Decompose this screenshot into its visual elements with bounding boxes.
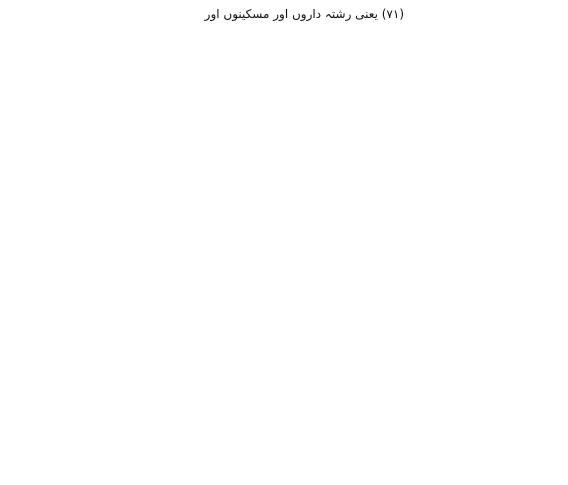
- text-line-24: [14, 411, 554, 429]
- text-line-20: [14, 340, 554, 358]
- text-block: [14, 6, 554, 463]
- text-line-12: [14, 200, 554, 218]
- text-line-17: [14, 288, 554, 306]
- text-line-25: [14, 428, 554, 446]
- text-line-1: (٧١) یعنی رشتہ داروں اور مسکینوں اور: [204, 7, 404, 21]
- text-line-18: [14, 305, 554, 323]
- text-line-9: [14, 147, 554, 165]
- text-line-16: [14, 270, 554, 288]
- text-line-3: [14, 41, 554, 59]
- text-line-26: [14, 446, 554, 464]
- text-line-22: [14, 375, 554, 393]
- urdu-commentary-page: [14, 6, 554, 478]
- text-line-2: [14, 24, 554, 42]
- text-line-14: [14, 235, 554, 253]
- text-line-6: [14, 94, 554, 112]
- text-line-10: [14, 164, 554, 182]
- text-line-15: [14, 252, 554, 270]
- text-line-7: [14, 112, 554, 130]
- text-line-4: [14, 59, 554, 77]
- text-line-19: [14, 323, 554, 341]
- text-line-23: [14, 393, 554, 411]
- text-line-13: [14, 217, 554, 235]
- text-line-5: [14, 76, 554, 94]
- text-line-11: [14, 182, 554, 200]
- text-line-21: [14, 358, 554, 376]
- text-line-8: [14, 129, 554, 147]
